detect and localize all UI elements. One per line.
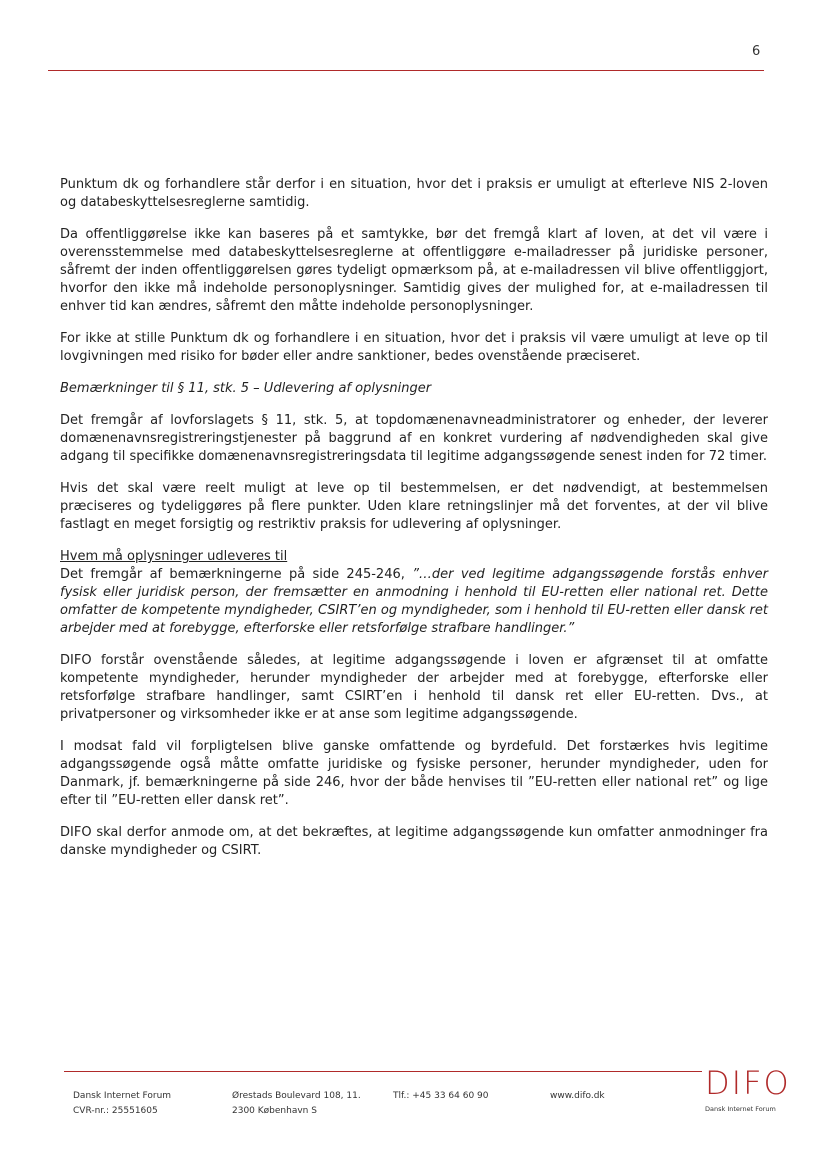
footer-address [232,1089,361,1119]
sub-heading: Hvem må oplysninger udleveres til [60,549,288,564]
footer-rule [64,1071,702,1072]
footer-address-line1: Ørestads Boulevard 108, 11. [232,1091,361,1101]
section-heading: Bemærkninger til § 11, stk. 5 – Udlevering af oplysninger [60,381,432,396]
footer-org [73,1089,171,1119]
footer-cvr: CVR-nr.: 25551605 [73,1106,158,1116]
paragraph-6 [60,548,768,638]
logo-subtitle: Dansk Internet Forum [705,1105,776,1113]
footer-org-name: Dansk Internet Forum [73,1091,172,1101]
paragraph-3: For ikke at stille Punktum dk og forhandlere i en situation, hvor det i praksis vil være umuligt at leve op til lovgivningen med risiko for bøder eller andre sanktioner, bedes ovenstående præciseret. [60,331,768,364]
paragraph-9: DIFO skal derfor anmode om, at det bekræftes, at legitime adgangssøgende kun omfatter anmodninger fra danske myndigheder og CSIRT. [60,825,768,858]
footer-website[interactable]: www.difo.dk [550,1091,605,1101]
paragraph-8: I modsat fald vil forpligtelsen blive ganske omfattende og byrdefuld. Det forstærkes hvis legitime adgangssøgende også måtte omfatte juridiske og fysiske personer, herunder myndigheder, uden for Danmark, jf. bemærkningerne på side 246, hvor der både henvises til ”EU-retten eller national ret” og lige efter til ”EU-retten eller dansk ret”. [60,739,768,808]
difo-logo [705,1065,805,1113]
paragraph-2: Da offentliggørelse ikke kan baseres på et samtykke, bør det fremgå klart af loven, at det vil være i overensstemmelse med databeskyttelsesreglerne at offentliggøre e-mailadresser på juridiske personer, såfremt der inden offentliggørelsen gøres tydeligt opmærksom på, at e-mailadressen vil blive offentliggjort, hvorfor den ikke må indeholde personoplysninger. Samtidig gives der mulighed for, at e-mailadressen til enhver tid kan ændres, såfremt den måtte indeholde personoplysninger. [60,227,768,314]
footer-phone: Tlf.: +45 33 64 60 90 [393,1091,489,1101]
paragraph-4: Det fremgår af lovforslagets § 11, stk. 5, at topdomænenavneadministratorer og enheder, der leverer domænenavnsregistreringstjenester på baggrund af en konkret vurdering af nødvendigheden skal give adgang til specifikke domænenavnsregistreringsdata til legitime adgangssøgende senest inden for 72 timer. [60,413,768,464]
paragraph-6-quote: ”…der ved legitime adgangssøgende forstås enhver fysisk eller juridisk person, der fremsætter en anmodning i henhold til EU-retten eller national ret. Dette omfatter de kompetente myndigheder, CSIRT’en og myndigheder, som i henhold til EU-retten eller dansk ret arbejder med at forebygge, efterforske eller retsforfølge strafbare handlinger.” [60,567,768,636]
paragraph-1: Punktum dk og forhandlere står derfor i en situation, hvor det i praksis er umuligt at efterleve NIS 2-loven og databeskyttelsesreglerne samtidig. [60,177,768,210]
header-rule [48,70,764,71]
page-number: 6 [752,44,761,59]
footer-address-line2: 2300 København S [232,1106,317,1116]
paragraph-6-intro: Det fremgår af bemærkningerne på side 245-246, [60,567,413,582]
paragraph-7: DIFO forstår ovenstående således, at legitime adgangssøgende i loven er afgrænset til at omfatte kompetente myndigheder, herunder myndigheder der arbejder med at forebygge, efterforske eller retsforfølge strafbare handlinger, samt CSIRT’en i henhold til dansk ret eller EU-retten. Dvs., at privatpersoner og virksomheder ikke er at anse som legitime adgangssøgende. [60,653,768,722]
logo-word: DIFO [705,1064,791,1102]
paragraph-5: Hvis det skal være reelt muligt at leve op til bestemmelsen, er det nødvendigt, at bestemmelsen præciseres og tydeliggøres på flere punkter. Uden klare retningslinjer må det forventes, at der vil blive fastlagt en meget forsigtig og restriktiv praksis for udlevering af oplysninger. [60,481,768,532]
document-body [60,176,768,874]
